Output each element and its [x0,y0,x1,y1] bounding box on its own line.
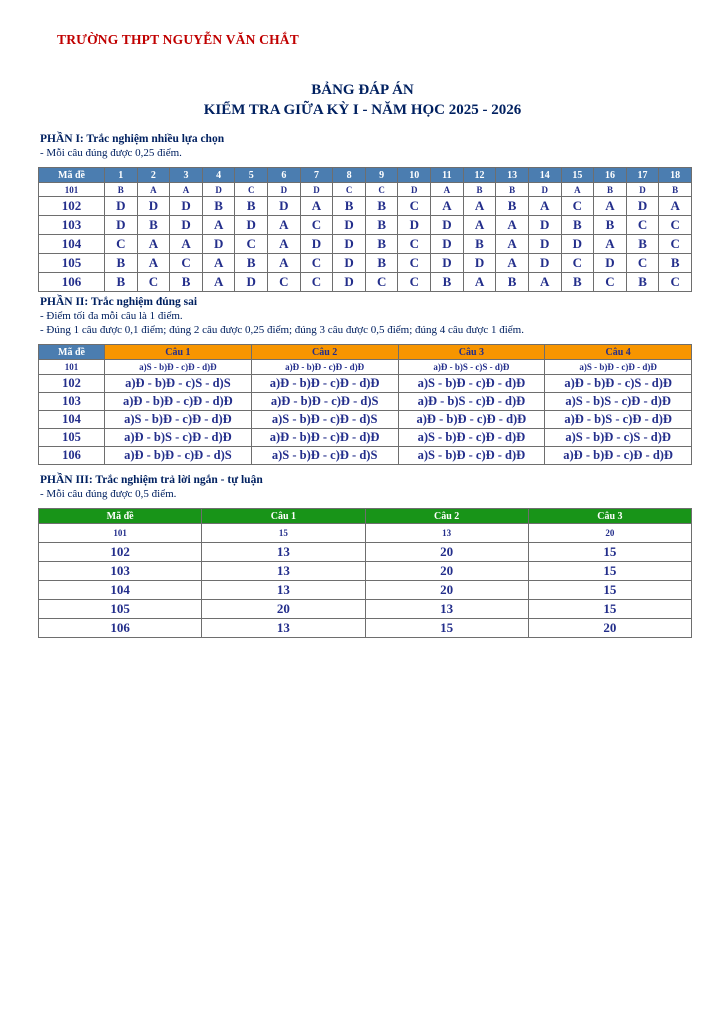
answer-cell: D [105,216,138,235]
answer-cell: D [398,216,431,235]
answer-cell: D [333,216,366,235]
answer-cell: a)Đ - b)Đ - c)S - d)Đ [545,375,692,393]
part3-short-answer-table [38,508,692,638]
part3-note: - Mỗi câu đúng được 0,5 điểm. [40,488,177,500]
answer-cell: D [626,197,659,216]
answer-cell: a)S - b)Đ - c)Đ - d)Đ [398,447,545,465]
answer-cell: C [626,254,659,273]
answer-cell: D [528,254,561,273]
answer-cell: B [431,273,464,292]
table-row [39,235,692,254]
answer-cell: D [626,183,659,197]
answer-cell: C [300,254,333,273]
answer-cell: a)S - b)S - c)Đ - d)Đ [545,393,692,411]
table-header-row [39,509,692,524]
answer-cell: D [170,216,203,235]
answer-cell: A [528,273,561,292]
answer-cell: D [398,183,431,197]
exam-code-column-header: Mã đề [39,345,105,360]
answer-cell: B [594,216,627,235]
answer-cell: a)Đ - b)S - c)S - d)Đ [398,360,545,375]
answer-cell: A [170,183,203,197]
answer-cell: B [659,183,692,197]
answer-cell: 15 [365,619,528,638]
answer-cell: B [561,216,594,235]
answer-cell: a)Đ - b)Đ - c)Đ - d)Đ [545,447,692,465]
answer-cell: D [202,183,235,197]
answer-cell: D [431,216,464,235]
question-column-header: 15 [561,168,594,183]
answer-cell: D [202,235,235,254]
question-column-header: 2 [137,168,170,183]
answer-cell: B [561,273,594,292]
question-column-header: 13 [496,168,529,183]
table-row [39,411,692,429]
answer-cell: C [561,197,594,216]
table-row [39,543,692,562]
answer-cell: B [202,197,235,216]
answer-cell: D [528,216,561,235]
exam-code-cell: 104 [39,581,202,600]
answer-cell: D [137,197,170,216]
answer-cell: C [659,273,692,292]
question-column-header: 16 [594,168,627,183]
answer-cell: 15 [528,600,691,619]
exam-code-cell: 101 [39,524,202,543]
exam-code-cell: 106 [39,619,202,638]
answer-cell: B [463,183,496,197]
answer-cell: a)Đ - b)Đ - c)S - d)S [105,375,252,393]
answer-cell: D [431,254,464,273]
part1-multiple-choice-table [38,167,692,292]
table-row [39,183,692,197]
table-header-row [39,168,692,183]
answer-cell: C [398,235,431,254]
question-column-header: 10 [398,168,431,183]
answer-cell: A [463,273,496,292]
answer-cell: C [137,273,170,292]
answer-cell: 20 [365,562,528,581]
answer-cell: C [333,183,366,197]
part1-section [38,132,692,292]
answer-cell: B [496,183,529,197]
answer-cell: A [202,216,235,235]
answer-cell: 13 [365,524,528,543]
answer-cell: A [463,216,496,235]
answer-cell: 15 [528,543,691,562]
answer-cell: C [105,235,138,254]
answer-cell: D [235,216,268,235]
title-line-1: BẢNG ĐÁP ÁN [311,82,414,98]
answer-cell: a)Đ - b)Đ - c)Đ - d)S [105,447,252,465]
answer-cell: A [594,197,627,216]
exam-code-column-header: Mã đề [39,509,202,524]
exam-code-cell: 105 [39,254,105,273]
table-row [39,393,692,411]
answer-cell: B [626,235,659,254]
answer-cell: A [268,254,301,273]
exam-code-cell: 103 [39,562,202,581]
answer-cell: a)S - b)Đ - c)Đ - d)Đ [545,360,692,375]
answer-cell: B [594,183,627,197]
answer-cell: a)Đ - b)S - c)Đ - d)Đ [398,393,545,411]
question-column-header: 12 [463,168,496,183]
answer-cell: B [105,183,138,197]
answer-cell: A [561,183,594,197]
answer-cell: 20 [365,581,528,600]
table-row [39,524,692,543]
answer-cell: A [137,235,170,254]
answer-cell: D [333,254,366,273]
answer-cell: C [235,235,268,254]
answer-cell: C [398,197,431,216]
question-column-header: 4 [202,168,235,183]
part2-note-1: - Điểm tối đa mỗi câu là 1 điểm. [40,310,183,322]
exam-code-column-header: Mã đề [39,168,105,183]
answer-cell: D [268,183,301,197]
answer-cell: B [365,216,398,235]
answer-cell: C [268,273,301,292]
exam-code-cell: 105 [39,429,105,447]
answer-cell: B [235,197,268,216]
answer-cell: C [365,183,398,197]
table-row [39,197,692,216]
answer-cell: A [528,197,561,216]
question-column-header: 11 [431,168,464,183]
answer-cell: 13 [202,619,365,638]
answer-cell: 13 [202,543,365,562]
part1-note: - Mỗi câu đúng được 0,25 điểm. [40,147,182,159]
answer-cell: D [170,197,203,216]
answer-cell: A [137,254,170,273]
answer-cell: D [333,273,366,292]
title-line-2: KIỂM TRA GIỮA KỲ I - NĂM HỌC 2025 - 2026 [203,102,522,118]
answer-cell: B [496,197,529,216]
question-column-header: 7 [300,168,333,183]
answer-cell: A [659,197,692,216]
exam-code-cell: 102 [39,375,105,393]
answer-cell: C [300,273,333,292]
document-title [0,80,725,120]
part1-heading: PHẦN I: Trắc nghiệm nhiều lựa chọn [40,133,225,145]
answer-cell: B [365,197,398,216]
answer-cell: A [170,235,203,254]
exam-code-cell: 102 [39,543,202,562]
answer-cell: 20 [528,619,691,638]
part2-true-false-table [38,344,692,465]
exam-code-cell: 104 [39,411,105,429]
school-name: TRƯỜNG THPT NGUYỄN VĂN CHẮT [57,32,299,47]
answer-cell: A [300,197,333,216]
part2-heading: PHẦN II: Trắc nghiệm đúng sai [40,296,198,308]
answer-cell: C [300,216,333,235]
answer-cell: C [235,183,268,197]
exam-code-cell: 102 [39,197,105,216]
answer-cell: a)S - b)Đ - c)Đ - d)Đ [398,429,545,447]
part3-section [38,473,692,638]
answer-cell: A [431,197,464,216]
part3-heading: PHẦN III: Trắc nghiệm trả lời ngắn - tự luận [40,474,263,486]
table-row [39,447,692,465]
answer-cell: A [496,235,529,254]
answer-cell: a)Đ - b)Đ - c)Đ - d)Đ [251,429,398,447]
answer-cell: B [235,254,268,273]
answer-cell: A [463,197,496,216]
answer-cell: D [268,197,301,216]
question-column-header: 8 [333,168,366,183]
answer-cell: C [170,254,203,273]
table-row [39,254,692,273]
question-column-header: 1 [105,168,138,183]
answer-cell: a)Đ - b)Đ - c)Đ - d)S [251,393,398,411]
answer-cell: B [105,273,138,292]
answer-cell: A [496,254,529,273]
answer-cell: a)Đ - b)S - c)Đ - d)Đ [545,411,692,429]
question-column-header: Câu 2 [365,509,528,524]
table-row [39,360,692,375]
question-column-header: 5 [235,168,268,183]
answer-cell: A [268,216,301,235]
answer-cell: B [105,254,138,273]
exam-code-cell: 101 [39,360,105,375]
answer-cell: D [300,235,333,254]
answer-cell: a)S - b)Đ - c)Đ - d)S [251,411,398,429]
answer-cell: D [235,273,268,292]
question-column-header: Câu 3 [528,509,691,524]
answer-cell: 13 [202,581,365,600]
answer-cell: a)Đ - b)S - c)Đ - d)Đ [105,429,252,447]
answer-cell: a)Đ - b)Đ - c)Đ - d)Đ [105,393,252,411]
answer-cell: C [659,235,692,254]
question-column-header: Câu 2 [251,345,398,360]
answer-cell: a)Đ - b)Đ - c)Đ - d)Đ [251,375,398,393]
answer-cell: D [561,235,594,254]
exam-code-cell: 103 [39,216,105,235]
answer-cell: A [268,235,301,254]
exam-code-cell: 105 [39,600,202,619]
answer-cell: 15 [528,581,691,600]
answer-cell: D [431,235,464,254]
answer-cell: C [594,273,627,292]
answer-cell: A [496,216,529,235]
answer-cell: C [626,216,659,235]
answer-cell: A [431,183,464,197]
question-column-header: 17 [626,168,659,183]
answer-cell: B [333,197,366,216]
table-row [39,216,692,235]
answer-cell: B [626,273,659,292]
answer-cell: D [528,183,561,197]
answer-cell: B [365,254,398,273]
answer-cell: D [594,254,627,273]
answer-cell: 13 [365,600,528,619]
answer-cell: B [659,254,692,273]
question-column-header: Câu 1 [105,345,252,360]
answer-cell: 15 [528,562,691,581]
answer-cell: A [202,273,235,292]
answer-cell: D [528,235,561,254]
table-row [39,375,692,393]
exam-code-cell: 104 [39,235,105,254]
table-row [39,562,692,581]
exam-code-cell: 103 [39,393,105,411]
answer-cell: 20 [365,543,528,562]
part2-section [38,295,692,465]
answer-cell: a)S - b)Đ - c)Đ - d)S [251,447,398,465]
answer-cell: C [398,254,431,273]
answer-cell: C [365,273,398,292]
answer-cell: 20 [202,600,365,619]
answer-cell: B [170,273,203,292]
question-column-header: Câu 1 [202,509,365,524]
question-column-header: 6 [268,168,301,183]
answer-cell: 15 [202,524,365,543]
answer-cell: 13 [202,562,365,581]
answer-cell: a)Đ - b)Đ - c)Đ - d)Đ [398,411,545,429]
question-column-header: 9 [365,168,398,183]
part2-note-2: - Đúng 1 câu được 0,1 điểm; đúng 2 câu được 0,25 điểm; đúng 3 câu được 0,5 điểm; đúng 4 câu được 1 điểm. [40,324,524,336]
answer-cell: a)S - b)Đ - c)Đ - d)Đ [105,360,252,375]
question-column-header: 18 [659,168,692,183]
answer-cell: D [333,235,366,254]
question-column-header: Câu 4 [545,345,692,360]
answer-cell: D [105,197,138,216]
table-row [39,600,692,619]
answer-cell: D [300,183,333,197]
answer-cell: 20 [528,524,691,543]
answer-cell: a)Đ - b)Đ - c)Đ - d)Đ [251,360,398,375]
question-column-header: 14 [528,168,561,183]
answer-cell: A [137,183,170,197]
answer-cell: C [398,273,431,292]
answer-cell: a)S - b)Đ - c)S - d)Đ [545,429,692,447]
table-row [39,273,692,292]
answer-cell: a)S - b)Đ - c)Đ - d)Đ [105,411,252,429]
answer-cell: a)S - b)Đ - c)Đ - d)Đ [398,375,545,393]
answer-cell: A [594,235,627,254]
table-header-row [39,345,692,360]
exam-code-cell: 106 [39,447,105,465]
answer-cell: D [463,254,496,273]
question-column-header: Câu 3 [398,345,545,360]
table-row [39,619,692,638]
answer-cell: B [365,235,398,254]
answer-cell: A [202,254,235,273]
answer-cell: C [561,254,594,273]
question-column-header: 3 [170,168,203,183]
answer-cell: B [463,235,496,254]
exam-code-cell: 106 [39,273,105,292]
exam-code-cell: 101 [39,183,105,197]
table-row [39,429,692,447]
answer-cell: C [659,216,692,235]
answer-cell: B [137,216,170,235]
answer-cell: B [496,273,529,292]
table-row [39,581,692,600]
